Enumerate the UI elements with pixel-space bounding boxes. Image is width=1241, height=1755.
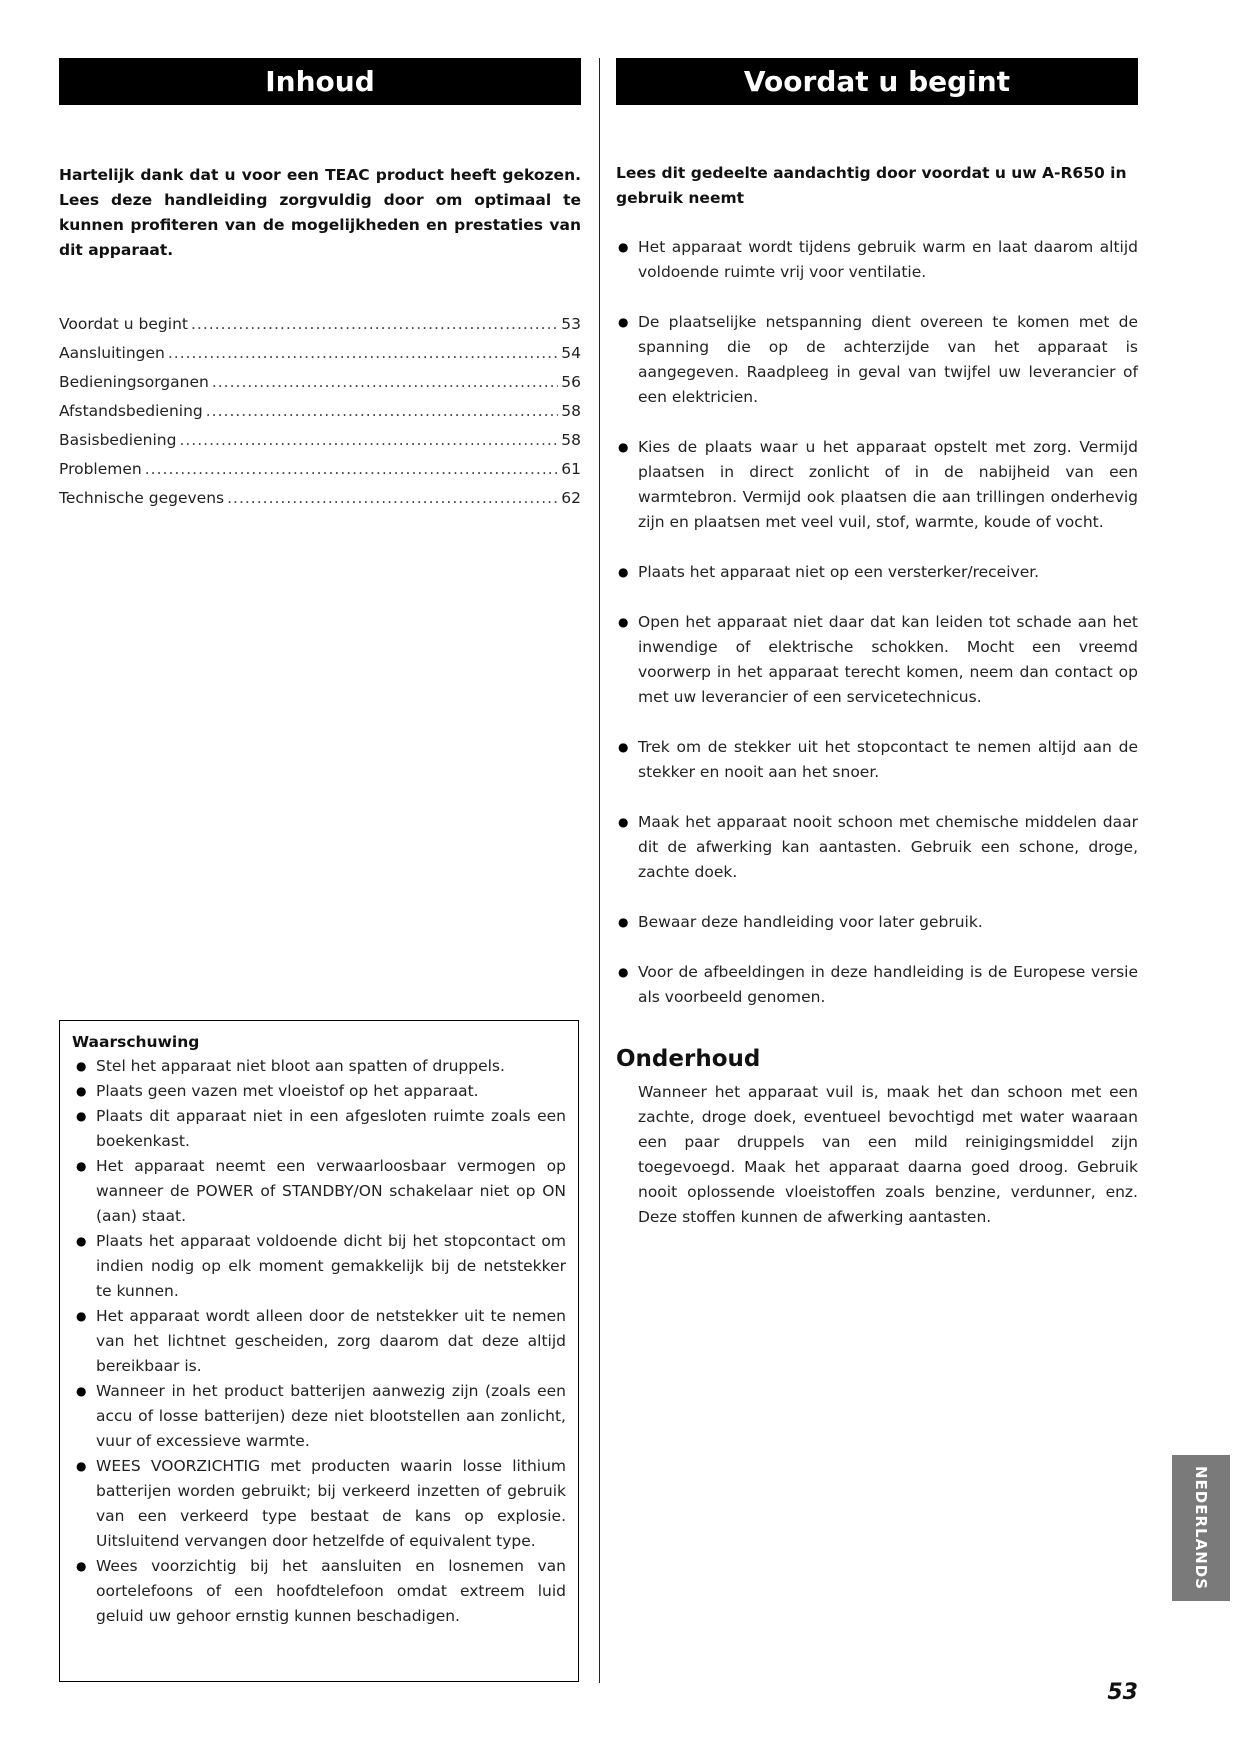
warning-item: ● Wees voorzichtig bij het aansluiten en losnemen van oortelefoons of een hoofdtelefoon omdat extreem luid geluid uw gehoor ernstig kunnen beschadigen.: [72, 1554, 566, 1629]
toc-entry[interactable]: [59, 431, 581, 460]
inhoud-title: Inhoud: [59, 58, 581, 105]
column-divider: [599, 58, 600, 1683]
toc-leader: [227, 489, 558, 507]
toc-leader: [212, 373, 558, 391]
left-column: [59, 58, 581, 518]
warning-item: ● WEES VOORZICHTIG met producten waarin losse lithium batterijen worden gebruikt; bij verkeerd inzetten of gebruik van een verkeerd type bestaat de kans op explosie. Uitsluitend vervangen door hetzelfde of equivalent type.: [72, 1454, 566, 1554]
onderhoud-text: Wanneer het apparaat vuil is, maak het dan schoon met een zachte, droge doek, eventueel bevochtigd met water waaraan een paar druppels van een mild reinigingsmiddel zijn toegevoegd. Maak het apparaat daarna goed droog. Gebruik nooit oplossende vloeistoffen zoals benzine, verdunner, enz. Deze stoffen kunnen de afwerking aantasten.: [638, 1083, 1138, 1226]
precaution-item: ● Maak het apparaat nooit schoon met chemische middelen daar dit de afwerking kan aantasten. Gebruik een schone, droge, zachte doek.: [616, 810, 1138, 885]
warning-list: [72, 1054, 566, 1629]
language-tab: [1172, 1455, 1230, 1601]
intro-text: Hartelijk dank dat u voor een TEAC product heeft gekozen. Lees deze handleiding zorgvuldig door om optimaal te kunnen profiteren van de mogelijkheden en prestaties van dit apparaat.: [59, 166, 581, 259]
toc-label: Voordat u begint: [59, 315, 188, 333]
toc-label: Technische gegevens: [59, 489, 225, 507]
toc-label: Basisbediening: [59, 431, 177, 449]
warning-item: ● Plaats geen vazen met vloeistof op het apparaat.: [72, 1079, 566, 1104]
toc-entry[interactable]: [59, 373, 581, 402]
toc-page: 58: [561, 402, 581, 420]
toc-leader: [206, 402, 559, 420]
precaution-item: ● De plaatselijke netspanning dient overeen te komen met de spanning die op de achterzijde van het apparaat is aangegeven. Raadpleeg in geval van twijfel uw leverancier of een elektricien.: [616, 310, 1138, 410]
toc-entry[interactable]: [59, 402, 581, 431]
warning-item: ● Plaats dit apparaat niet in een afgesloten ruimte zoals een boekenkast.: [72, 1104, 566, 1154]
warning-title: Waarschuwing: [72, 1033, 200, 1051]
toc-leader: [145, 460, 559, 478]
language-tab-label: NEDERLANDS: [1192, 1465, 1210, 1591]
onderhoud-title: Onderhoud: [616, 1046, 761, 1072]
precaution-item: ● Trek om de stekker uit het stopcontact te nemen altijd aan de stekker en nooit aan het snoer.: [616, 735, 1138, 785]
precaution-item: ● Kies de plaats waar u het apparaat opstelt met zorg. Vermijd plaatsen in direct zonlicht of in de nabijheid van een warmtebron. Vermijd ook plaatsen die aan trillingen onderhevig zijn en plaatsen met veel vuil, stof, warmte, koude of vocht.: [616, 435, 1138, 535]
warning-item: ● Het apparaat wordt alleen door de netstekker uit te nemen van het lichtnet gescheiden, zorg daarom dat deze altijd bereikbaar is.: [72, 1304, 566, 1379]
toc-page: 61: [561, 460, 581, 478]
toc-leader: [179, 431, 558, 449]
toc-page: 56: [561, 373, 581, 391]
toc-entry[interactable]: [59, 489, 581, 518]
precaution-item: ● Het apparaat wordt tijdens gebruik warm en laat daarom altijd voldoende ruimte vrij voor ventilatie.: [616, 235, 1138, 285]
page-number: 53: [1107, 1680, 1138, 1705]
toc-label: Bedieningsorganen: [59, 373, 209, 391]
toc-label: Afstandsbediening: [59, 402, 203, 420]
toc-entry[interactable]: [59, 460, 581, 489]
toc-label: Aansluitingen: [59, 344, 165, 362]
toc-page: 58: [561, 431, 581, 449]
toc-page: 62: [561, 489, 581, 507]
voordat-title: Voordat u begint: [616, 58, 1138, 105]
precaution-subtitle: Lees dit gedeelte aandachtig door voordat u uw A-R650 in gebruik neemt: [616, 164, 1127, 207]
precaution-item: ● Bewaar deze handleiding voor later gebruik.: [616, 910, 1138, 935]
toc-page: 53: [561, 315, 581, 333]
warning-item: ● Wanneer in het product batterijen aanwezig zijn (zoals een accu of losse batterijen) deze niet blootstellen aan zonlicht, vuur of excessieve warmte.: [72, 1379, 566, 1454]
warning-item: ● Stel het apparaat niet bloot aan spatten of druppels.: [72, 1054, 566, 1079]
toc-entry[interactable]: [59, 344, 581, 373]
precaution-list: [616, 235, 1138, 1010]
warning-box: [59, 1020, 579, 1682]
toc-label: Problemen: [59, 460, 142, 478]
precaution-item: ● Open het apparaat niet daar dat kan leiden tot schade aan het inwendige of elektrische schokken. Mocht een vreemd voorwerp in het apparaat terecht komen, neem dan contact op met uw leverancier of een servicetechnicus.: [616, 610, 1138, 710]
precaution-item: ● Plaats het apparaat niet op een versterker/receiver.: [616, 560, 1138, 585]
onderhoud-section: [616, 1046, 1138, 1230]
warning-item: ● Plaats het apparaat voldoende dicht bij het stopcontact om indien nodig op elk moment gemakkelijk bij de netstekker te kunnen.: [72, 1229, 566, 1304]
toc-leader: [168, 344, 558, 362]
toc-entry[interactable]: [59, 315, 581, 344]
precaution-item: ● Voor de afbeeldingen in deze handleiding is de Europese versie als voorbeeld genomen.: [616, 960, 1138, 1010]
toc-page: 54: [561, 344, 581, 362]
right-column: [616, 58, 1138, 1035]
table-of-contents: [59, 315, 581, 518]
toc-leader: [191, 315, 558, 333]
warning-item: ● Het apparaat neemt een verwaarloosbaar vermogen op wanneer de POWER of STANDBY/ON schakelaar niet op ON (aan) staat.: [72, 1154, 566, 1229]
